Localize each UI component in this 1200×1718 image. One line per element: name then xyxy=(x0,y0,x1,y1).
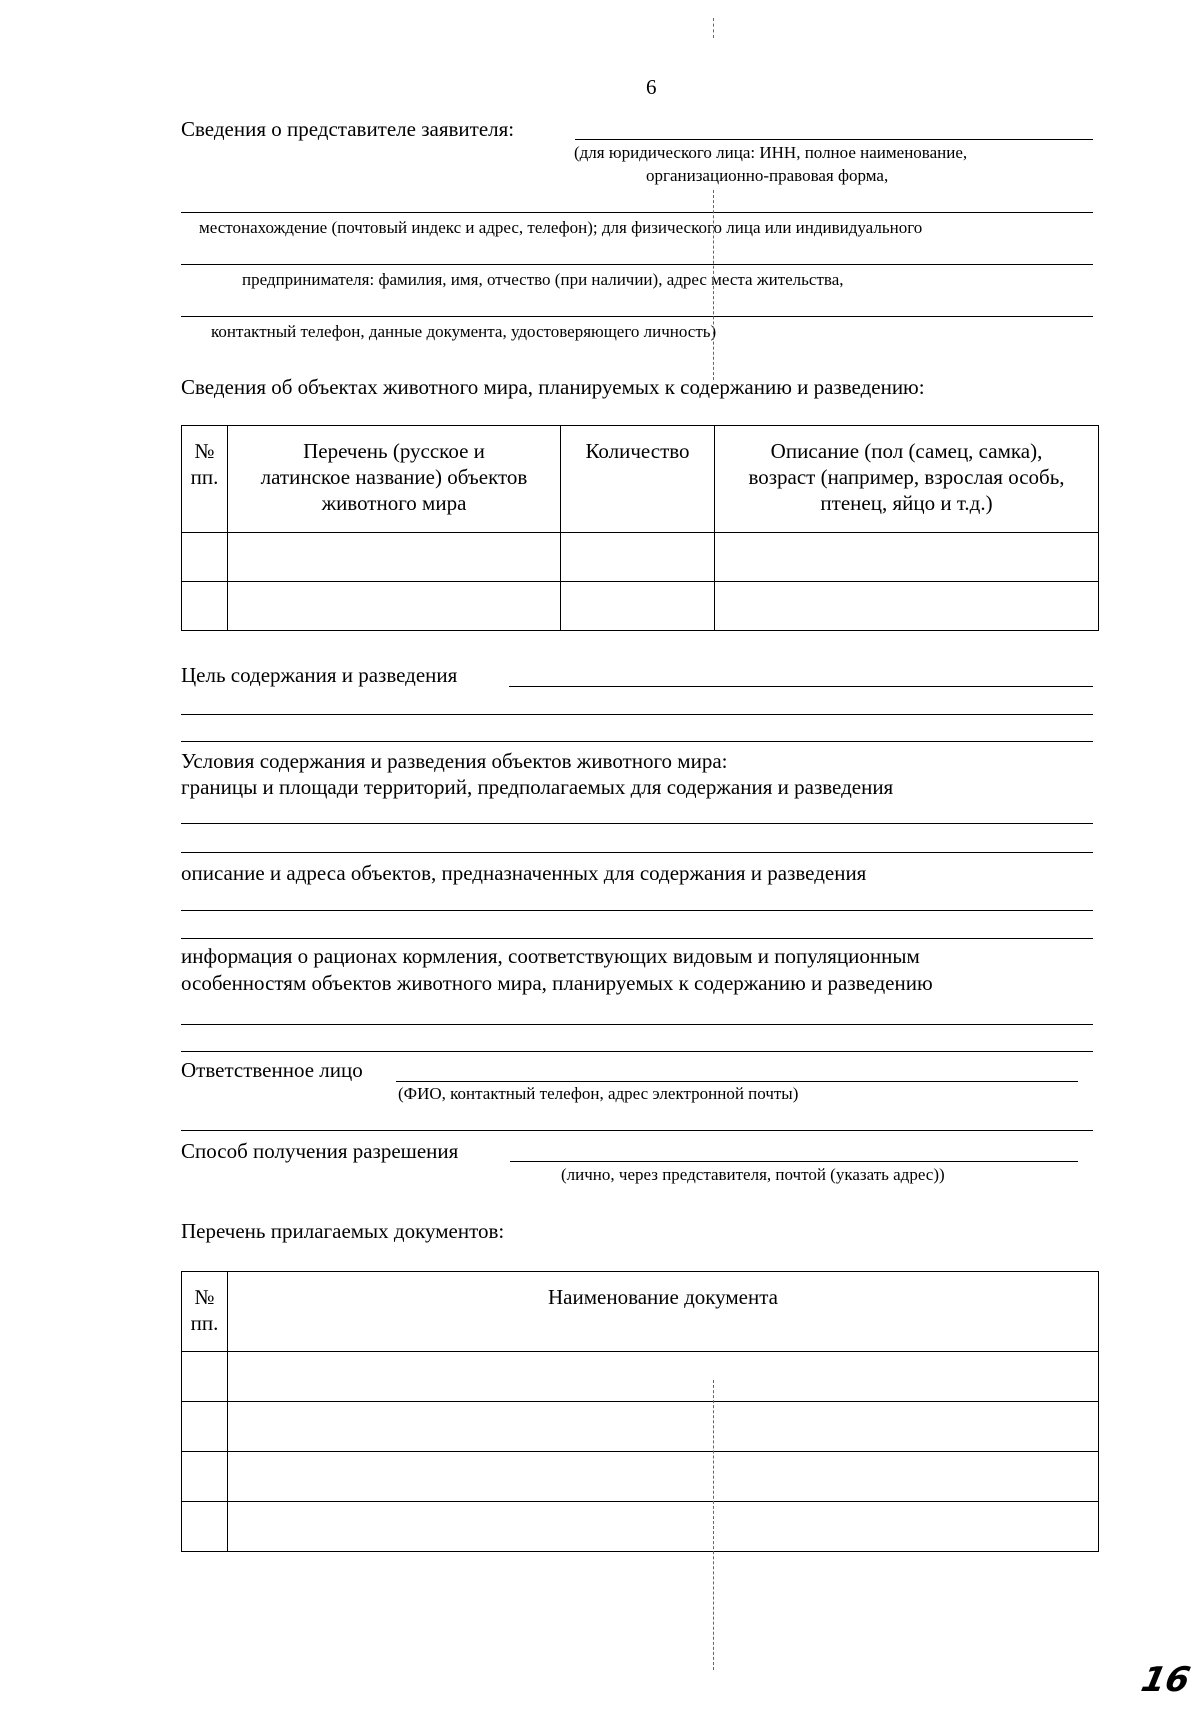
page-number: 6 xyxy=(646,75,657,99)
animals-col-num xyxy=(182,426,228,533)
documents-heading: Перечень прилагаемых документов: xyxy=(181,1219,505,1243)
conditions-feeding-label-2: особенностям объектов животного мира, планируемых к содержанию и разведению xyxy=(181,971,933,995)
animals-col-name-line-3: животного мира xyxy=(321,491,467,515)
purpose-label: Цель содержания и разведения xyxy=(181,663,458,687)
animals-col-qty-label: Количество xyxy=(585,439,690,463)
animals-col-name-line-1: Перечень (русское и xyxy=(303,439,485,463)
animals-table-row xyxy=(182,582,1099,631)
documents-cell-name[interactable] xyxy=(228,1352,1099,1402)
animals-col-num-line-1: № xyxy=(194,439,215,463)
animals-cell-num[interactable] xyxy=(182,533,228,582)
animals-col-qty xyxy=(561,426,715,533)
scan-fold-mark xyxy=(713,18,714,38)
responsible-hint: (ФИО, контактный телефон, адрес электронной почты) xyxy=(398,1084,799,1103)
animals-cell-desc[interactable] xyxy=(715,533,1099,582)
animals-cell-qty[interactable] xyxy=(561,582,715,631)
responsible-field-line-2[interactable] xyxy=(181,1130,1093,1131)
animals-col-name xyxy=(228,426,561,533)
representative-hint-5: контактный телефон, данные документа, удостоверяющего личность) xyxy=(211,322,717,341)
animals-col-desc-line-2: возраст (например, взрослая особь, xyxy=(748,465,1065,489)
conditions-heading: Условия содержания и разведения объектов животного мира: xyxy=(181,749,728,773)
receipt-label: Способ получения разрешения xyxy=(181,1139,459,1163)
purpose-field[interactable] xyxy=(509,686,1093,687)
territory-field-line-2[interactable] xyxy=(181,852,1093,853)
documents-cell-num[interactable] xyxy=(182,1402,228,1452)
animals-table-header xyxy=(182,426,1099,533)
documents-table-header xyxy=(182,1272,1099,1352)
representative-hint-4: предпринимателя: фамилия, имя, отчество (при наличии), адрес места жительства, xyxy=(242,270,844,289)
animals-cell-desc[interactable] xyxy=(715,582,1099,631)
receipt-field[interactable] xyxy=(510,1161,1078,1162)
animals-col-name-line-2: латинское название) объектов xyxy=(260,465,528,489)
representative-field-line-2[interactable] xyxy=(181,212,1093,213)
purpose-field-line-3[interactable] xyxy=(181,741,1093,742)
animals-heading: Сведения об объектах животного мира, планируемых к содержанию и разведению: xyxy=(181,375,925,399)
animals-col-desc xyxy=(715,426,1099,533)
handwritten-page-number: 16 xyxy=(1137,1660,1194,1700)
animals-cell-num[interactable] xyxy=(182,582,228,631)
territory-field-line-1[interactable] xyxy=(181,823,1093,824)
documents-col-num-line-1: № xyxy=(194,1285,215,1309)
documents-cell-name[interactable] xyxy=(228,1402,1099,1452)
documents-col-name xyxy=(228,1272,1099,1352)
documents-cell-name[interactable] xyxy=(228,1452,1099,1502)
animals-cell-name[interactable] xyxy=(228,582,561,631)
documents-col-num xyxy=(182,1272,228,1352)
representative-field-line-3[interactable] xyxy=(181,264,1093,265)
documents-cell-num[interactable] xyxy=(182,1502,228,1552)
animals-col-desc-line-3: птенец, яйцо и т.д.) xyxy=(820,491,993,515)
purpose-field-line-2[interactable] xyxy=(181,714,1093,715)
feeding-field-line-2[interactable] xyxy=(181,1051,1093,1052)
documents-table-row xyxy=(182,1452,1099,1502)
representative-hint-3: местонахождение (почтовый индекс и адрес, телефон); для физического лица или индивидуального xyxy=(199,218,923,237)
animals-col-num-line-2: пп. xyxy=(190,465,219,489)
documents-table-row xyxy=(182,1502,1099,1552)
responsible-label: Ответственное лицо xyxy=(181,1058,363,1082)
receipt-hint: (лично, через представителя, почтой (указать адрес)) xyxy=(561,1165,945,1184)
documents-cell-name[interactable] xyxy=(228,1502,1099,1552)
conditions-feeding-label-1: информация о рационах кормления, соответствующих видовым и популяционным xyxy=(181,944,920,968)
documents-table xyxy=(181,1271,1099,1552)
conditions-territory-label: границы и площади территорий, предполагаемых для содержания и разведения xyxy=(181,775,894,799)
scan-fold-mark xyxy=(713,190,714,380)
responsible-field[interactable] xyxy=(396,1081,1078,1082)
representative-hint-2: организационно-правовая форма, xyxy=(646,166,889,185)
feeding-field-line-1[interactable] xyxy=(181,1024,1093,1025)
scan-fold-mark xyxy=(713,1380,714,1670)
documents-table-row xyxy=(182,1402,1099,1452)
documents-cell-num[interactable] xyxy=(182,1352,228,1402)
animals-cell-qty[interactable] xyxy=(561,533,715,582)
animals-cell-name[interactable] xyxy=(228,533,561,582)
documents-table-row xyxy=(182,1352,1099,1402)
documents-cell-num[interactable] xyxy=(182,1452,228,1502)
documents-col-num-line-2: пп. xyxy=(190,1311,219,1335)
conditions-objects-label: описание и адреса объектов, предназначенных для содержания и разведения xyxy=(181,861,867,885)
objects-field-line-1[interactable] xyxy=(181,910,1093,911)
representative-field[interactable] xyxy=(575,139,1093,140)
representative-label: Сведения о представителе заявителя: xyxy=(181,117,515,141)
animals-col-desc-line-1: Описание (пол (самец, самка), xyxy=(770,439,1043,463)
animals-table xyxy=(181,425,1099,631)
representative-field-line-4[interactable] xyxy=(181,316,1093,317)
representative-hint-1: (для юридического лица: ИНН, полное наименование, xyxy=(574,143,968,162)
animals-table-row xyxy=(182,533,1099,582)
objects-field-line-2[interactable] xyxy=(181,938,1093,939)
documents-col-name-label: Наименование документа xyxy=(548,1285,778,1309)
